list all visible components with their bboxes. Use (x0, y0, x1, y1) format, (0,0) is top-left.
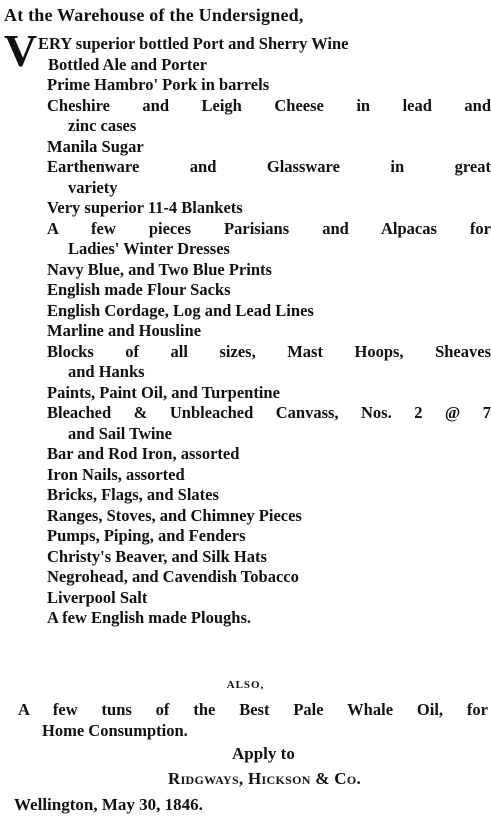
list-item-text: Prime Hambro' Pork in barrels (47, 75, 270, 94)
list-item (0, 444, 491, 465)
list-item-text: Iron Nails, assorted (47, 464, 185, 484)
list-item (0, 280, 491, 301)
list-item (0, 567, 491, 588)
list-item-text: Bar and Rod Iron, assorted (47, 444, 240, 463)
list-item (0, 403, 491, 424)
list-item-text: Navy Blue, and Two Blue Prints (47, 259, 272, 279)
list-item-text: Very superior 11-4 Blankets (47, 198, 243, 217)
drop-cap: V (4, 25, 38, 76)
list-item (0, 588, 491, 609)
list-item-continuation (0, 178, 491, 199)
apply-to: Apply to (232, 744, 295, 763)
list-item-continuation (0, 362, 491, 383)
list-item-text: Bleached & Unbleached Canvass, Nos. 2 @ 7 (47, 403, 491, 422)
list-item-text: Manila Sugar (47, 136, 144, 156)
list-item (0, 96, 491, 117)
list-item-text: Paints, Paint Oil, and Turpentine (47, 382, 280, 402)
heading: At the Warehouse of the Undersigned, (4, 5, 304, 25)
list-item-text: English made Flour Sacks (47, 280, 231, 299)
list-item (0, 301, 491, 322)
first-line-text: ERY superior bottled Port and Sherry Wine (38, 34, 349, 53)
list-item (0, 321, 491, 342)
list-item-continuation (0, 424, 491, 445)
list-item (0, 547, 491, 568)
list-item (0, 157, 491, 178)
oil-line-1: A few tuns of the Best Pale Whale Oil, for (18, 700, 488, 719)
list-item (0, 219, 491, 240)
list-item (0, 465, 491, 486)
list-item-text: Cheshire and Leigh Cheese in lead and (47, 95, 491, 115)
list-item-continuation (0, 239, 491, 260)
firm-name: Ridgways, Hickson & Co. (168, 769, 362, 788)
list-item (0, 137, 491, 158)
list-item (0, 506, 491, 527)
list-item-continuation-text: Ladies' Winter Dresses (68, 239, 230, 258)
list-item-text: A few English made Ploughs. (47, 608, 251, 627)
list-item-continuation (0, 116, 491, 137)
list-item (0, 75, 491, 96)
list-item (0, 342, 491, 363)
list-item-continuation-text: zinc cases (68, 116, 137, 135)
list-item-text: Liverpool Salt (47, 587, 148, 607)
list-item-text: Bottled Ale and Porter (48, 54, 208, 74)
list-item (0, 198, 491, 219)
list-item-text: Negrohead, and Cavendish Tobacco (47, 567, 299, 586)
list-item-continuation-text: and Hanks (68, 362, 145, 381)
list-item-text: Earthenware and Glassware in great (47, 157, 491, 176)
list-item (0, 608, 491, 629)
list-item (0, 34, 491, 55)
list-item-text: Blocks of all sizes, Mast Hoops, Sheaves (47, 341, 491, 361)
also-label: ALSO, (226, 679, 265, 691)
oil-line-2: Home Consumption. (42, 721, 188, 740)
goods-list (0, 34, 491, 629)
list-item-text: Pumps, Piping, and Fenders (47, 526, 246, 545)
list-item (0, 485, 491, 506)
list-item-text: Marline and Housline (47, 321, 202, 340)
list-item (0, 260, 491, 281)
list-item (0, 383, 491, 404)
list-item-text: Christy's Beaver, and Silk Hats (47, 546, 267, 566)
list-item-text: A few pieces Parisians and Alpacas for (47, 218, 491, 238)
list-item-text: Ranges, Stoves, and Chimney Pieces (47, 505, 302, 525)
list-item (0, 526, 491, 547)
dateline: Wellington, May 30, 1846. (14, 795, 203, 814)
list-item-text: Bricks, Flags, and Slates (47, 485, 219, 504)
list-item (0, 55, 491, 76)
list-item-continuation-text: and Sail Twine (68, 423, 172, 443)
list-item-text: English Cordage, Log and Lead Lines (47, 300, 314, 320)
list-item-continuation-text: variety (68, 177, 118, 197)
